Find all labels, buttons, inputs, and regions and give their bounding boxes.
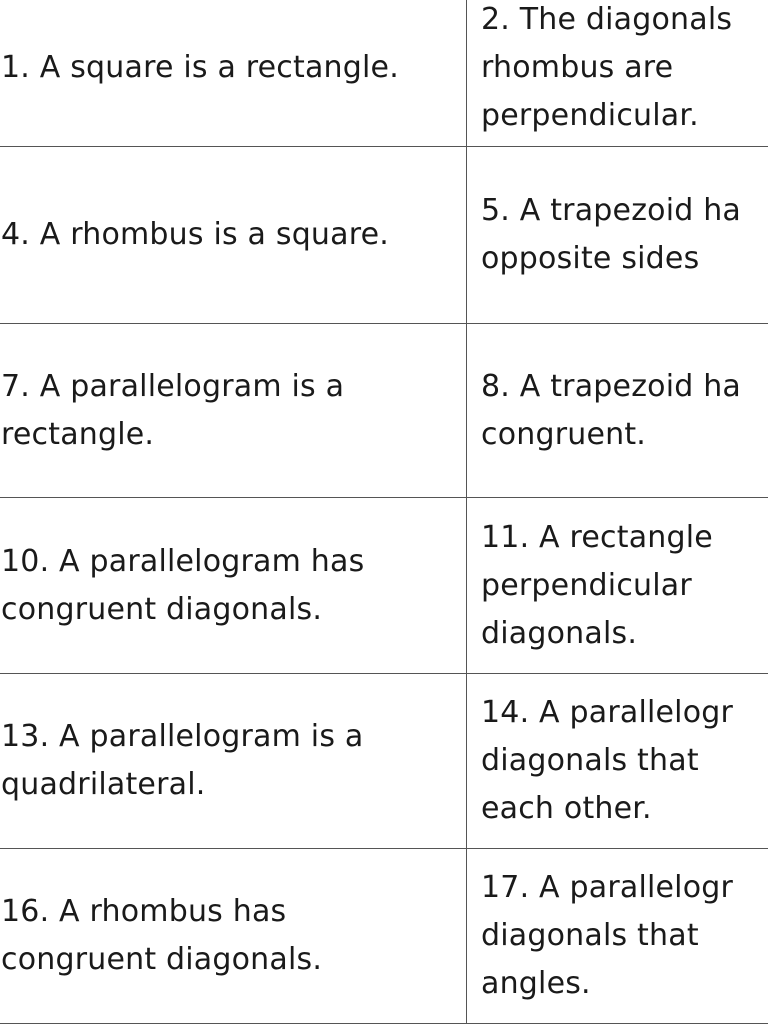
statement-text: 1. A square is a rectangle. xyxy=(0,44,466,92)
statement-cell xyxy=(467,849,768,1024)
table-row xyxy=(0,324,768,498)
table-row xyxy=(0,674,768,849)
statement-cell xyxy=(467,0,768,147)
statement-cell xyxy=(0,849,467,1024)
statement-text: 17. A parallelogr diagonals that angles. xyxy=(467,864,768,1008)
statement-text: 11. A rectangle perpendicular diagonals. xyxy=(467,514,768,658)
statement-cell xyxy=(467,147,768,324)
statement-text: 5. A trapezoid ha opposite sides xyxy=(467,187,768,283)
statement-cell xyxy=(467,324,768,498)
statement-cell xyxy=(0,324,467,498)
table-row xyxy=(0,498,768,674)
statement-cell xyxy=(467,674,768,849)
statement-cell xyxy=(0,674,467,849)
statement-cell xyxy=(0,147,467,324)
statement-cell xyxy=(0,0,467,147)
statement-text: 4. A rhombus is a square. xyxy=(0,211,466,259)
table-row xyxy=(0,849,768,1024)
table-row xyxy=(0,0,768,147)
statement-cell xyxy=(467,498,768,674)
statement-text: 7. A parallelogram is a rectangle. xyxy=(0,363,466,459)
table-row xyxy=(0,147,768,324)
statement-text: 8. A trapezoid ha congruent. xyxy=(467,363,768,459)
statement-text: 14. A parallelogr diagonals that each other. xyxy=(467,689,768,833)
statement-text: 13. A parallelogram is a quadrilateral. xyxy=(0,713,466,809)
statement-cell xyxy=(0,498,467,674)
statement-text: 16. A rhombus has congruent diagonals. xyxy=(0,888,466,984)
statement-text: 10. A parallelogram has congruent diagonals. xyxy=(0,538,466,634)
statement-text: 2. The diagonals rhombus are perpendicular. xyxy=(467,0,768,140)
